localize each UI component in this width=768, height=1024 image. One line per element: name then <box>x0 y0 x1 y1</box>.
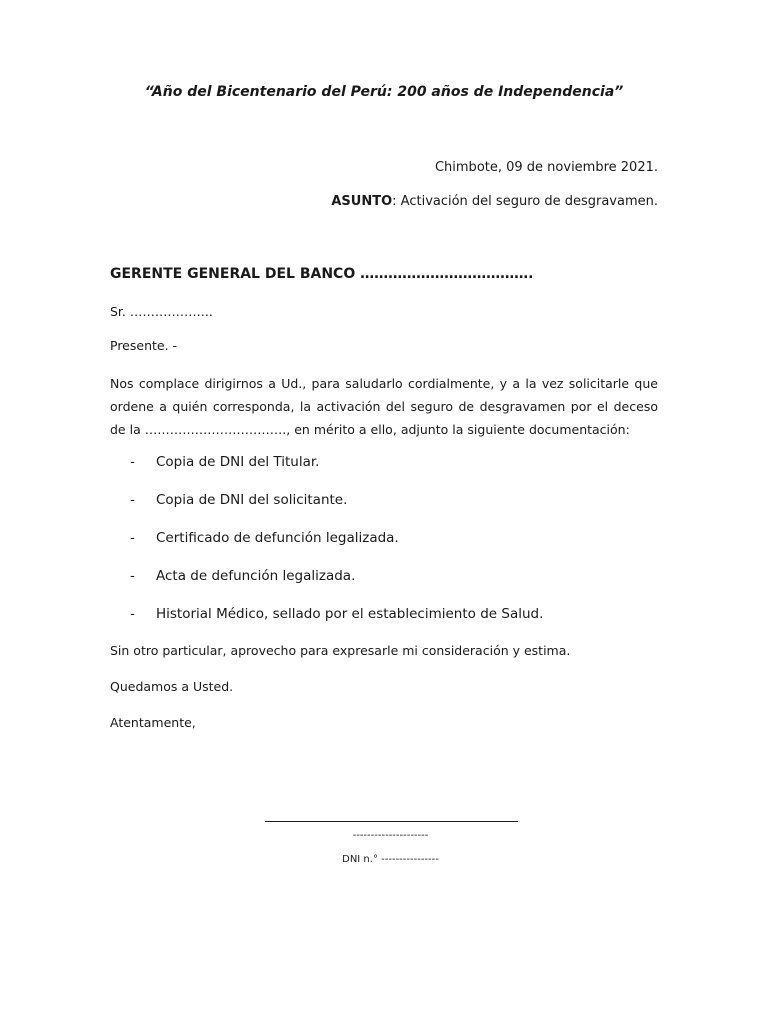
list-dash: - <box>130 492 135 508</box>
signature-dni: DNI n.° ---------------- <box>342 854 439 865</box>
document-list-item <box>130 530 543 568</box>
body-line: de la ……………………………., en mérito a ello, adjunto la siguiente documentación: <box>110 422 630 437</box>
document-name: Acta de defunción legalizada. <box>156 568 356 584</box>
document-name: Certificado de defunción legalizada. <box>156 530 399 546</box>
sign-off: Atentamente, <box>110 715 196 730</box>
document-list-item <box>130 454 543 492</box>
subject-label: ASUNTO <box>331 194 393 209</box>
list-dash: - <box>130 568 135 584</box>
body-line: ordene a quién corresponda, la activación del seguro de desgravamen por el deceso <box>110 399 658 414</box>
body-line: Nos complace dirigirnos a Ud., para saludarlo cordialmente, y a la vez solicitarle que <box>110 376 658 391</box>
year-title: “Año del Bicentenario del Perú: 200 años de Independencia” <box>144 84 624 100</box>
list-dash: - <box>130 606 135 622</box>
list-dash: - <box>130 530 135 546</box>
list-dash: - <box>130 454 135 470</box>
document-list-item <box>130 606 543 644</box>
document-name: Copia de DNI del Titular. <box>156 454 320 470</box>
regards-line: Quedamos a Usted. <box>110 679 234 694</box>
subject-text: : Activación del seguro de desgravamen. <box>392 194 658 209</box>
body-paragraph <box>110 372 658 441</box>
signature-line <box>265 821 518 822</box>
closing-sentence: Sin otro particular, aprovecho para expresarle mi consideración y estima. <box>110 643 571 658</box>
date-line: Chimbote, 09 de noviembre 2021. <box>434 160 658 175</box>
document-list <box>130 454 543 644</box>
document-name: Historial Médico, sellado por el establecimiento de Salud. <box>156 606 544 622</box>
presente-line: Presente. - <box>110 338 178 353</box>
signature-name: --------------------- <box>352 830 429 841</box>
subject-line <box>331 194 658 209</box>
document-list-item <box>130 568 543 606</box>
salutation-name: Sr. ……………….. <box>110 304 213 319</box>
document-name: Copia de DNI del solicitante. <box>156 492 348 508</box>
recipient-heading: GERENTE GENERAL DEL BANCO ………………………………. <box>110 266 534 282</box>
document-list-item <box>130 492 543 530</box>
